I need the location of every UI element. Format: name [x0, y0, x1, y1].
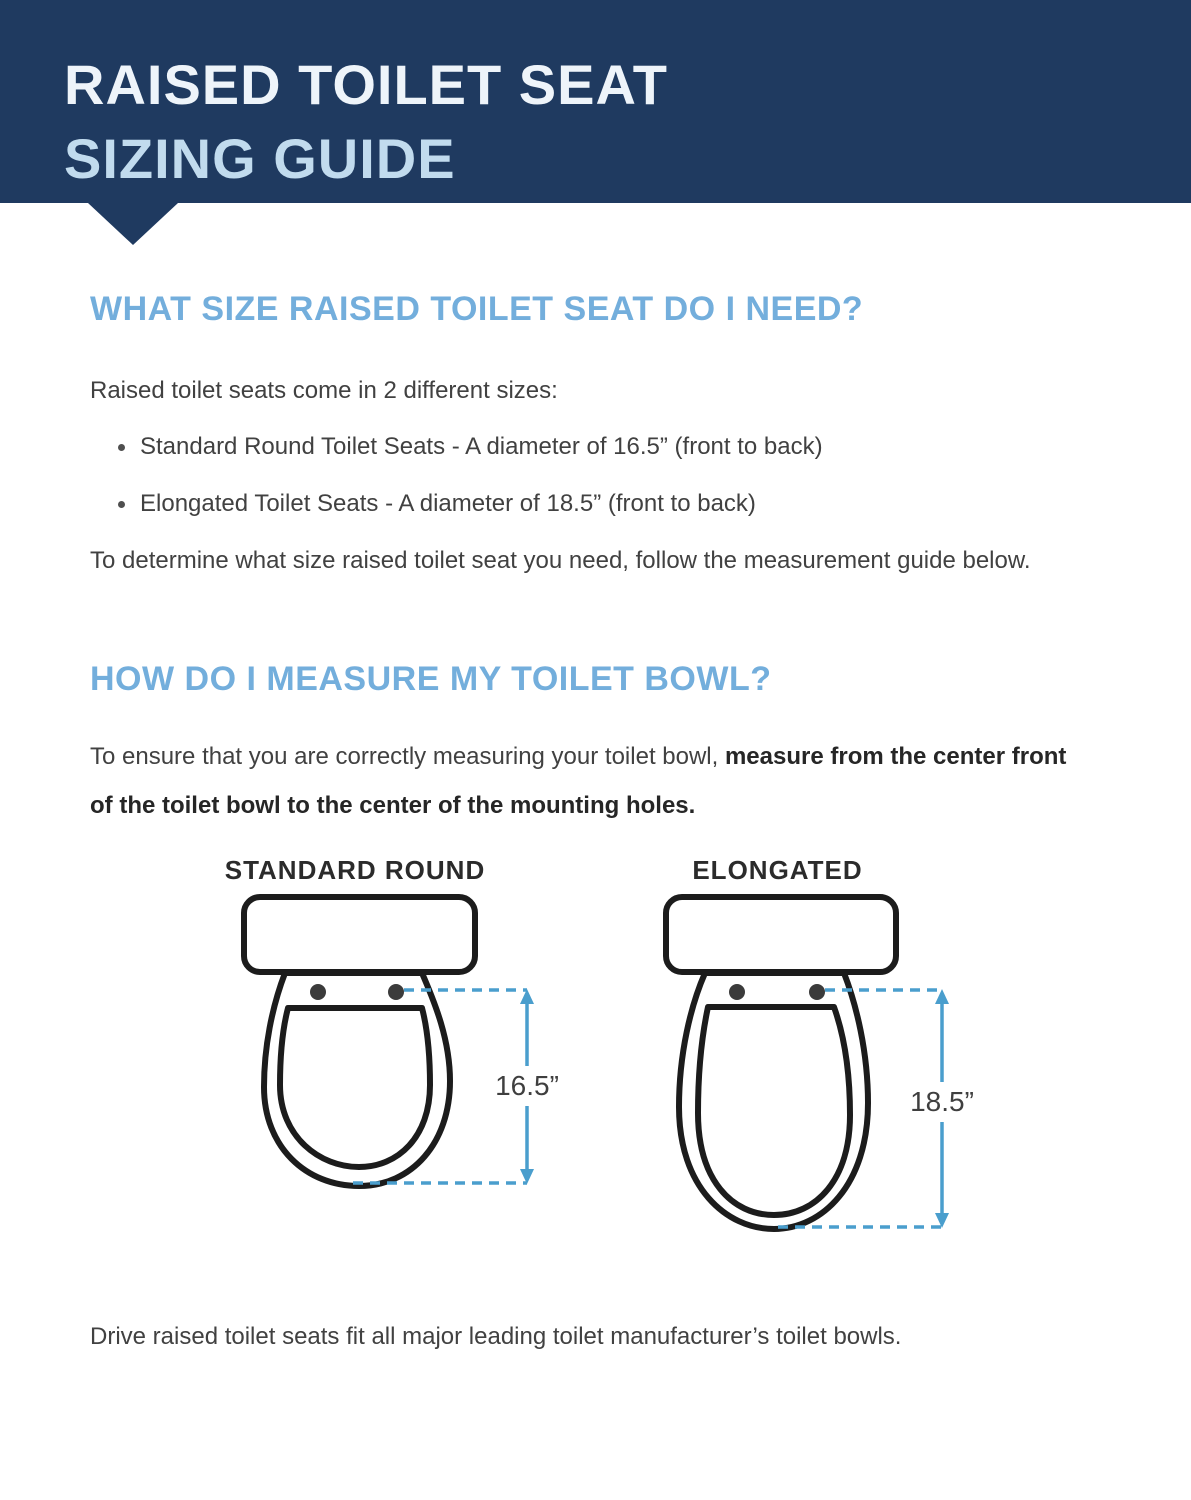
- section2-instructions-regular: To ensure that you are correctly measuring your toilet bowl,: [90, 743, 725, 770]
- page-title-line1: RAISED TOILET SEAT: [64, 53, 668, 116]
- elongated-measurement-value: 18.5”: [910, 1086, 974, 1117]
- bowl-inner-outline: [280, 1008, 430, 1167]
- arrowhead-up-icon: [935, 989, 949, 1004]
- elongated-diagram-label: ELONGATED: [692, 855, 863, 885]
- mounting-hole-left: [310, 984, 326, 1000]
- mounting-hole-right: [388, 984, 404, 1000]
- toilet-tank: [666, 897, 896, 972]
- arrowhead-down-icon: [520, 1169, 534, 1184]
- header-banner: [0, 0, 1191, 203]
- footer-note: Drive raised toilet seats fit all major leading toilet manufacturer’s toilet bowls.: [90, 1323, 902, 1350]
- list-item-standard-round: [118, 433, 823, 461]
- section1-intro: Raised toilet seats come in 2 different sizes:: [90, 377, 558, 404]
- standard-round-diagram-label: STANDARD ROUND: [224, 855, 486, 885]
- arrowhead-up-icon: [520, 989, 534, 1004]
- toilet-tank: [244, 897, 475, 972]
- mounting-hole-left: [729, 984, 745, 1000]
- section2-instructions: [90, 732, 1090, 830]
- bowl-inner-outline: [698, 1007, 850, 1215]
- mounting-hole-right: [809, 984, 825, 1000]
- banner-pointer-triangle: [88, 203, 178, 245]
- section2-heading: HOW DO I MEASURE MY TOILET BOWL?: [90, 660, 772, 698]
- bullet-dot-icon: [118, 501, 125, 508]
- list-item-elongated: [118, 490, 756, 518]
- standard-round-toilet-diagram: [220, 885, 565, 1205]
- elongated-toilet-diagram: [650, 885, 990, 1245]
- page-title-line2: SIZING GUIDE: [64, 127, 456, 190]
- list-item-standard-round-text: Standard Round Toilet Seats - A diameter of 16.5” (front to back): [140, 433, 823, 460]
- standard-measurement-value: 16.5”: [495, 1070, 559, 1101]
- bullet-dot-icon: [118, 444, 125, 451]
- section1-heading: WHAT SIZE RAISED TOILET SEAT DO I NEED?: [90, 290, 864, 328]
- page-title: [64, 48, 668, 196]
- section2-instructions-bold: measure from the center front of the toilet bowl to the center of the mounting holes.: [90, 743, 1067, 819]
- list-item-elongated-text: Elongated Toilet Seats - A diameter of 18.5” (front to back): [140, 490, 756, 517]
- section1-outro: To determine what size raised toilet seat you need, follow the measurement guide below.: [90, 547, 1031, 574]
